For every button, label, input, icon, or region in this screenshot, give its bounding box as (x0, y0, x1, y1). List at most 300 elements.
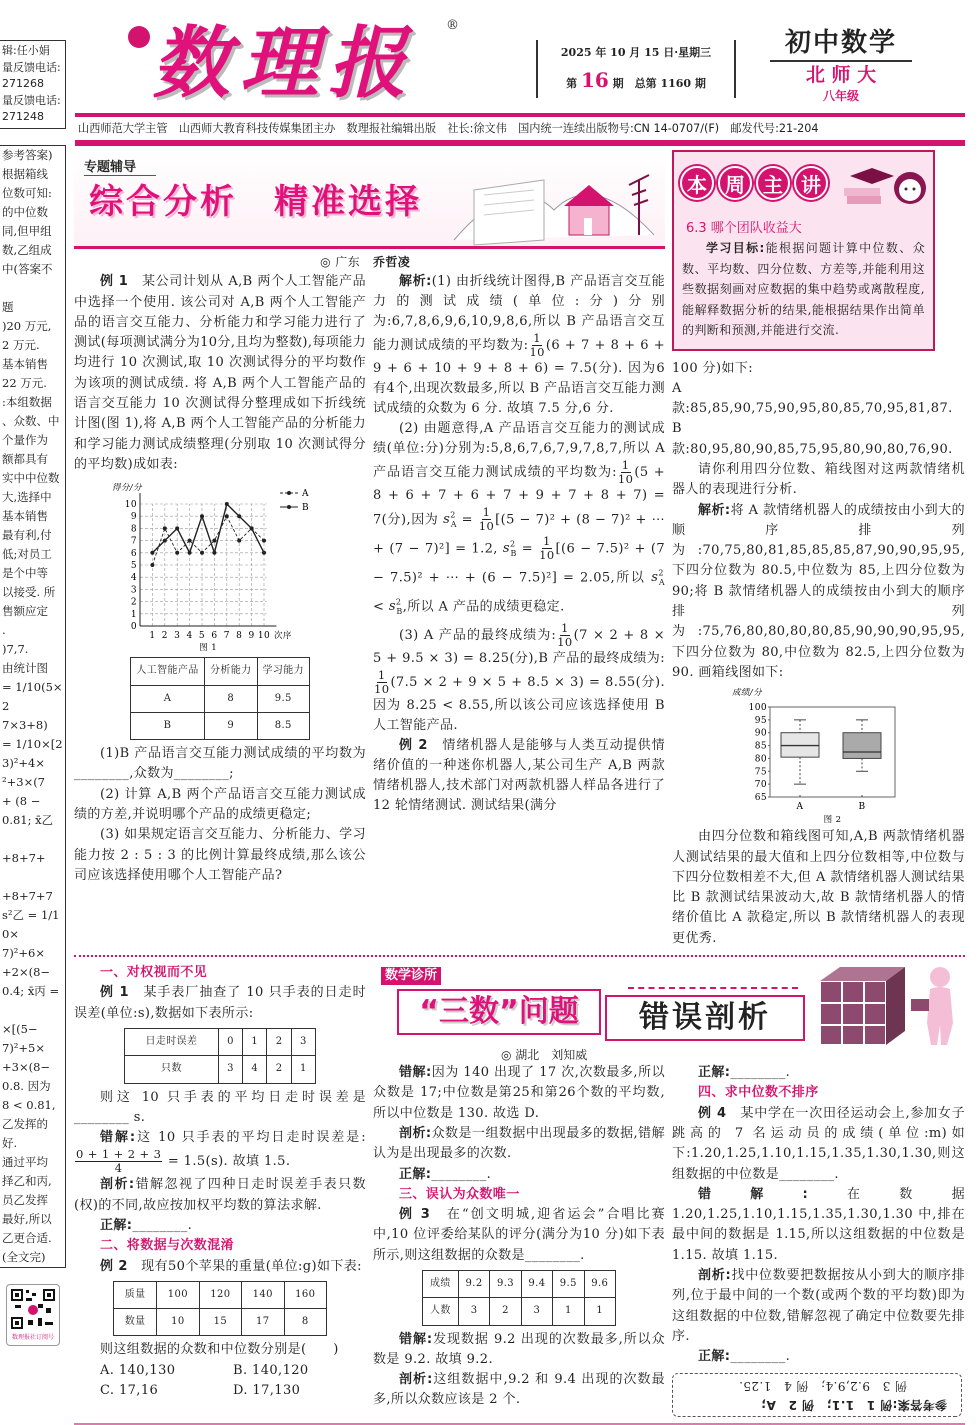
table-cell: 9.5 (257, 685, 310, 712)
clinic-title-black: 错误剖析 (605, 995, 805, 1041)
text-segment: 由四分位数和箱线图可知,A,B 两款情绪机器人测试结果的最大值和上四分位数相等,中位数与下四分位数相差不大,但 A 款情绪机器人测试结果比 B 款测试结果波动大,故 B 款情绪机器人的情绪价值比 A 款稳定,所以 B 款情绪机器人的表现更优秀. (672, 829, 965, 946)
numerator: 0 + 1 + 2 + 3 (76, 1147, 162, 1162)
goal-text: 能根据问题计算中位数、众数、平均数、四分位数、方差等,并能利用这些数据刻画对应数据的集中趋势或离散程度,能解释数据分析的结果,能根据结果作出简单的判断和预测,并能进行交流. (682, 241, 925, 337)
badge-char: 本 (680, 166, 714, 200)
column-1-top (74, 252, 366, 886)
text-segment: 某公司计划从 A,B 两个人工智能产品中选择一个使用. 该公司对 A,B 两个人工智能产品的语言交互能力、分析能力和学习能力进行了测试(每项测试满分为10分,且均为整数),每项能力均进行 10 次测试,取 10 次测试得分的平均数作为该项的测试成绩. 将 A,B 两个人工智能产品的语言交互能力 10 次测试得分整理成如下折线统计图(图 1),将 A,B 两个人工智能产品的分析能力和学习能力测试成绩整理(分别取 10 次测试得分的平均数)成如表: (74, 274, 366, 472)
clinic-title-pink: “三数”问题 (397, 989, 601, 1035)
numerator: 1 (542, 534, 551, 549)
variance-symbol (503, 541, 517, 556)
chart-title: 图 2 (823, 815, 842, 826)
strip-line: 22 万元. (2, 375, 47, 390)
y-tick-label: 95 (754, 716, 767, 727)
denominator: 10 (529, 345, 545, 359)
text-segment: 在数据 1.20,1.25,1.10,1.15,1.35,1.30,1.30 中,排在最中间的数据是 1.15,所以这组数据的中位数是 1.15. 故填 1.15. (672, 1186, 965, 1263)
text-segment: [(6 − 7.5)² + (7 − 7.5)² + ⋯ + (6 − 7.5)²] = 2.05,所以 (373, 541, 665, 586)
data-point-A (225, 514, 229, 518)
table-cell: 2 (267, 1056, 291, 1083)
mistake-example-1 (74, 983, 366, 1024)
analysis-1 (74, 1175, 366, 1216)
table-cell: 3 (458, 1298, 489, 1325)
table-row (125, 1028, 316, 1055)
section-heading-1: 一、对权视而不见 (100, 965, 208, 981)
strip-line: 根据箱线 (2, 166, 48, 181)
strip-line: 8 < 0.81, (2, 1097, 56, 1112)
data-b (672, 419, 965, 460)
denominator: 10 (557, 634, 573, 649)
text-segment: 因为 140 出现了 17 次,次数最多,所以众数是 17;中位数是第25和第26个数的平均数,所以中位数是 130. 故选 D. (373, 1065, 665, 1121)
example-2-solution (672, 501, 965, 684)
mistake-example-2-question (74, 1340, 366, 1360)
subscript: B (510, 548, 517, 558)
table-cell: 8 (284, 1309, 327, 1336)
strip-line: 低;对员工 (2, 546, 52, 561)
apple-weight-table (113, 1281, 327, 1337)
legend-label: A (302, 489, 309, 500)
fraction (479, 506, 494, 533)
table-cell: 1 (243, 1028, 267, 1055)
table-cell: 质量 (114, 1281, 157, 1308)
x-tick-label: 3 (174, 631, 181, 642)
strip-line: 最有利,付 (2, 527, 52, 542)
lesson-title: 6.3 哪个团队收益大 (686, 221, 802, 236)
y-axis-label: 得分/分 (112, 483, 142, 494)
table-cell: 4 (243, 1056, 267, 1083)
solution-part-1 (373, 272, 665, 419)
clinic-byline: ◎ 湖北 刘知威 (501, 1048, 588, 1063)
strip-line: 3)²+4× (2, 755, 46, 770)
dash-line (628, 987, 798, 989)
issue-number (538, 66, 734, 98)
strip-line: (全文完) (2, 1249, 46, 1264)
table-cell: 140 (242, 1281, 284, 1308)
bottom-column-1 (74, 963, 366, 1401)
x-tick-label: 1 (149, 631, 156, 642)
strip-line: 271248 (2, 110, 44, 123)
data-point-B (262, 551, 266, 555)
text-segment: (1) 由折线统计图得,B 产品语言交互能力的测试成绩(单位:分)分别为:6,7,8,6,9,6,10,9,8,6,所以 B 产品语言交互能力测试成绩的平均数为: (373, 274, 665, 353)
table-cell: 9.4 (521, 1271, 552, 1298)
text-segment: [(5 − 7)² + (8 − 7)² + ⋯ + (7 − 7)²] = 1.2, (373, 512, 665, 557)
solution-part-3 (373, 622, 665, 736)
strip-line: 0.4; x̄丙 = (2, 983, 60, 998)
superscript: 2 (395, 597, 402, 607)
data-point-A (188, 539, 192, 543)
publisher-line: 山西师范大学主管 山西师大教育科技传媒集团主办 数理报社编辑出版 社长:徐文伟 国内统一连续出版物号:CN 14-0707/(F) 邮发代号:21-204 (78, 122, 819, 135)
text-segment: ________. (132, 1218, 193, 1233)
goal-label: 学习目标: (706, 241, 765, 255)
issue-no: 16 (580, 68, 609, 92)
bold-label: 解析: (399, 274, 432, 289)
data-point-A (175, 551, 179, 555)
strip-line: 量反馈电话: (2, 93, 61, 107)
y-tick-label: 8 (130, 524, 137, 535)
text-segment: (6 + 7 + 8 + 6 + 9 + 6 + 10 + 9 + 8 + 6) = 7.5(分). 因为6有4个,出现次数最多,所以 B 产品语言交互能力测试成绩的众数为 6 分. 故填 7.5 分,6 分. (373, 338, 665, 416)
bottom-column-2 (373, 1063, 665, 1411)
bold-label: 剖析: (698, 1268, 732, 1283)
correct-solution-3 (672, 1063, 965, 1083)
text-segment: ________. (730, 1065, 791, 1081)
y-tick-label: 7 (130, 536, 137, 547)
example-2-question (672, 460, 965, 501)
data-point-B (188, 551, 192, 555)
weekly-badge (680, 166, 828, 200)
text-segment: (7.5 × 2 + 9 × 5 + 8.5 × 3) = 8.55(分). 因为 8.25 < 8.55,所以该公司应该选择使用 B 人工智能产品. (373, 674, 665, 733)
numerator: 1 (482, 505, 491, 520)
data-point-A (200, 551, 204, 555)
y-tick-label: 5 (130, 561, 137, 572)
fraction (618, 459, 633, 486)
watch-error-table (124, 1028, 316, 1084)
grade-label: 八年级 (822, 89, 859, 103)
editor-info-box (0, 40, 66, 129)
date-issue-box (536, 40, 736, 98)
analysis-4 (672, 1266, 965, 1347)
strip-line: 通过平均 (2, 1154, 48, 1169)
table-cell: 2 (490, 1298, 521, 1325)
strip-line: 员乙发挥 (2, 1192, 48, 1207)
y-tick-label: 70 (754, 780, 767, 791)
table-cell: 日走时误差 (125, 1028, 219, 1055)
section-divider (74, 955, 965, 957)
text-segment: (3) 如果规定语言交互能力、分析能力、学习能力按 2 : 5 : 3 的比例计算最终成绩,那么该公司应该选择使用哪个人工智能产品? (74, 827, 366, 883)
bold-label: 剖析: (399, 1372, 433, 1388)
variance-symbol (389, 599, 403, 614)
text-segment: (3) A 产品的最终成绩为: (399, 627, 557, 643)
qr-code-icon (10, 1288, 56, 1330)
text-segment: = (456, 512, 478, 528)
table-cell: 1 (553, 1298, 584, 1325)
data-point-A (163, 527, 167, 531)
strip-line: s²乙 = 1/10× (2, 907, 60, 941)
superscript: 2 (450, 511, 456, 520)
x-tick-label: 6 (211, 631, 218, 642)
text-segment: 找中位数要把数据按从小到大的顺序排列,位于最中间的一个数(或两个数的平均数)即为这组数据的中位数,错解忽视了确定中位数要先排序. (672, 1268, 965, 1344)
figure-2-box-plot (730, 685, 910, 825)
x-tick-label: 7 (223, 631, 230, 642)
denominator: 4 (114, 1161, 123, 1176)
header-rule (75, 113, 965, 117)
text-segment: (2) 由题意得,A 产品语言交互能力的测试成绩(单位:分)分别为:5,8,6,7,6,7,9,7,8,7,所以 A 产品语言交互能力测试成绩的平均数为: (373, 421, 665, 480)
strip-line: 7)²+5× (2, 1040, 46, 1055)
y-tick-label: 90 (754, 728, 767, 739)
table-cell: 10 (157, 1309, 199, 1336)
strip-line: ²+3×(7 (2, 774, 46, 789)
fraction (75, 1148, 162, 1175)
answer-options (74, 1361, 366, 1402)
x-tick-label: A (796, 802, 804, 813)
wrong-solution-3 (373, 1330, 665, 1371)
strip-line: 题 (2, 299, 14, 314)
ability-table (130, 657, 310, 740)
strip-line (2, 830, 63, 849)
variance-symbol (443, 512, 457, 527)
x-axis-label: 次序 (274, 631, 292, 642)
strip-line: 由统计图 (2, 660, 48, 675)
bold-label: 正解: (399, 1166, 432, 1182)
text-segment: < (373, 599, 389, 615)
mistake-example-3 (373, 1205, 665, 1266)
table-header: 人工智能产品 (131, 658, 205, 685)
registered-mark: ® (446, 18, 459, 33)
numerator: 1 (533, 331, 542, 345)
strip-line: 的中位数 (2, 204, 48, 219)
data-point-A (237, 539, 241, 543)
strip-line: 7×3+8) (2, 717, 48, 732)
question-1 (74, 744, 366, 785)
bold-label: 解析: (698, 502, 731, 518)
correct-solution-4 (672, 1347, 965, 1367)
data-point-B (150, 551, 154, 555)
fraction (374, 669, 389, 696)
data-point-A (212, 539, 216, 543)
subject-title: 初中数学 (770, 26, 912, 62)
table-cell: A (131, 685, 205, 712)
text-segment: ________. (431, 1166, 492, 1182)
text-segment: A 款:85,85,90,75,90,95,80,85,70,95,81,87. (672, 380, 953, 417)
strip-line: :本组数据 (2, 394, 52, 409)
feature-rule (74, 246, 665, 249)
strip-line: +8+7+ (2, 850, 46, 865)
text-segment: 发现数据 9.2 出现的次数最多,所以众数是 9.2. 故填 9.2. (373, 1331, 665, 1367)
strip-line: +3×(8− (2, 1059, 51, 1074)
data-point-B (225, 502, 229, 506)
numerator: 1 (561, 620, 569, 635)
wrong-solution-2 (373, 1063, 665, 1124)
books-house-illustration-icon (444, 150, 664, 246)
mistake-example-2 (74, 1257, 366, 1277)
text-segment: (2) 计算 A,B 两个产品语言交互能力测试成绩的方差,并说明哪个产品的成绩更稳定; (74, 786, 366, 823)
text-segment: 某中学在一次田径运动会上,参加女子跳高的 7 名运动员的成绩(单位:m)如下:1.20,1.25,1.10,1.15,1.35,1.30,1.30,则这组数据的中位数是________. (672, 1105, 965, 1182)
x-tick-label: 9 (248, 631, 255, 642)
bold-label: 正解: (698, 1065, 731, 1081)
box-B (843, 733, 881, 759)
strip-line: 0.8. 因为 (2, 1078, 51, 1093)
variance-symbol (651, 570, 665, 585)
text-segment: = 1.5(s). 故填 1.5. (163, 1154, 291, 1170)
answer-key-line-1: 参考答案:例 1 1.1; 例 2 A; (760, 1398, 947, 1413)
clinic-tag: 数学诊所 (381, 967, 441, 985)
left-strip (0, 40, 66, 1346)
masthead-logo (128, 18, 458, 113)
section-heading-4: 四、求中位数不排序 (698, 1085, 819, 1101)
example-2-conclusion (672, 827, 965, 949)
table-cell: 数量 (114, 1309, 157, 1336)
strip-line: . (2, 622, 6, 637)
feature-tag: 专题辅导 (84, 156, 156, 176)
strip-line: 数,乙组成 (2, 242, 52, 257)
y-tick-label: 65 (754, 793, 767, 804)
bold-label: 例 1 (100, 274, 129, 290)
column-3-top (672, 359, 965, 950)
table-cell: 9.2 (458, 1271, 489, 1298)
analysis-3 (373, 1370, 665, 1411)
bold-label: 错解: (100, 1130, 136, 1146)
table-cell: 120 (199, 1281, 241, 1308)
subscript: B (396, 606, 403, 616)
strip-line: = 1/10×[2 (2, 736, 63, 751)
table-row (131, 685, 310, 712)
data-point-B (237, 514, 241, 518)
table-cell: 2 (267, 1028, 291, 1055)
table-header: 学习能力 (257, 658, 310, 685)
fraction (529, 332, 544, 359)
wrong-solution-4 (672, 1185, 965, 1266)
bottom-section (74, 963, 965, 1417)
mistake-example-4 (672, 1104, 965, 1185)
y-tick-label: 85 (754, 741, 767, 752)
table-cell: 1 (584, 1298, 615, 1325)
y-tick-label: 4 (130, 573, 137, 584)
strip-line: 以接受. 所 (2, 584, 56, 599)
option-d: D. 17,130 (233, 1383, 301, 1399)
learning-goal (682, 238, 925, 341)
mistake-example-1-question (74, 1088, 366, 1129)
strip-line: 基本销售 (2, 356, 48, 371)
text-segment: 现有50个苹果的重量(单位:g)如下表: (127, 1258, 362, 1274)
y-axis-label: 成绩/分 (732, 688, 762, 699)
figure-1-line-chart (110, 481, 325, 653)
bottom-two-columns (373, 1063, 965, 1417)
strip-line: )7,7. (2, 641, 29, 656)
answer-key-line-2: 例 3 9.2,9.4; 例 4 1.25. (738, 1379, 907, 1394)
table-row (125, 1056, 316, 1083)
text-segment: 在“创文明城,迎省运会”合唱比赛中,10 位评委给某队的评分(满分为10 分)如下表所示,则这组数据的众数是________. (373, 1207, 665, 1263)
y-tick-label: 1 (130, 610, 137, 621)
feature-byline-region: ◎ 广东 (320, 255, 360, 269)
table-cell: 人数 (423, 1298, 459, 1325)
strip-line: 2 万元. (2, 337, 40, 352)
text-segment: (7 × 2 + 8 × 5 + 9.5 × 3) = 8.25(分),B 产品的最终成绩为: (373, 627, 665, 666)
header-rule-bottom (75, 140, 965, 146)
text-segment: 这 10 只手表的平均日走时误差是: (135, 1130, 367, 1146)
feature-banner (74, 150, 665, 250)
strip-line: 是个中等 (2, 565, 48, 580)
strip-line: 个量作为 (2, 432, 48, 447)
mascot-graduation-icon (842, 158, 932, 216)
option-b: B. 140,120 (233, 1362, 309, 1378)
y-tick-label: 3 (130, 585, 137, 596)
table-cell: 8 (205, 685, 257, 712)
correct-solution-2 (373, 1165, 665, 1185)
bold-label: 例 3 (399, 1207, 431, 1223)
y-tick-label: 0 (130, 622, 137, 633)
previous-answers-column (0, 145, 66, 1268)
strip-line: 中(答案不 (2, 261, 53, 276)
strip-line: 参考答案) (2, 147, 53, 162)
text-segment: B 款:80,95,80,90,85,75,95,80,90,80,76,90. (672, 421, 953, 457)
text-segment: 100 分)如下: (672, 360, 753, 376)
strip-line: 同,但甲组 (2, 223, 52, 238)
table-cell: 8.5 (257, 712, 310, 739)
solution-part-2 (373, 419, 665, 622)
text-segment: 某手表厂抽查了 10 只手表的日走时误差(单位:s),数据如下表所示: (74, 985, 366, 1021)
question-3 (74, 825, 366, 886)
total-issue: 总第 1160 期 (634, 77, 706, 90)
table-row (114, 1309, 327, 1336)
bold-label: 剖析: (399, 1125, 432, 1141)
strip-line: ×[(5− (2, 1021, 38, 1036)
text-segment: 则这 10 只手表的平均日走时误差是________ s. (74, 1089, 366, 1125)
subscript: A (658, 577, 665, 587)
bottom-right-part (373, 963, 965, 1417)
qr-code[interactable] (6, 1284, 60, 1346)
strip-line: +2×(8− (2, 964, 51, 979)
table-cell: B (131, 712, 205, 739)
strip-line: = 1/10(5×2 (2, 679, 63, 713)
x-tick-label: 5 (198, 631, 206, 642)
subscript: A (450, 519, 457, 529)
badge-char: 周 (718, 166, 752, 200)
text-segment: 错解忽视了四种日走时误差手表只数(权)的不同,故应按加权平均数的算法求解. (74, 1177, 366, 1213)
legend-marker (287, 491, 291, 495)
strip-line: 实中中位数 (2, 470, 60, 485)
table-cell: 9.5 (553, 1271, 584, 1298)
strip-line: 量反馈电话: (2, 60, 61, 74)
table-cell: 成绩 (423, 1271, 459, 1298)
column-2-top (373, 252, 665, 816)
y-tick-label: 2 (130, 597, 137, 608)
strip-line: 7)²+6× (2, 945, 46, 960)
data-point-B (250, 527, 254, 531)
data-point-B (175, 527, 179, 531)
denominator: 10 (539, 548, 555, 563)
issue-date: 2025 年 10 月 15 日·星期三 (560, 46, 712, 59)
strip-line (2, 279, 63, 298)
superscript: 2 (658, 568, 664, 578)
strip-line: 最好,所以 (2, 1211, 52, 1226)
wrong-solution-1 (74, 1128, 366, 1175)
strip-line: 乙更合适. (2, 1230, 52, 1245)
table-row (423, 1271, 616, 1298)
text-segment: (5 + 8 + 6 + 7 + 6 + 7 + 9 + 7 + 8 + 7) = 7(分),因为 (373, 465, 665, 528)
table-cell: 3 (218, 1056, 242, 1083)
table-cell: 100 (157, 1281, 199, 1308)
strip-line: 乙发挥的 (2, 1116, 48, 1131)
table-header: 分析能力 (205, 658, 257, 685)
strip-line: )20 万元, (2, 318, 52, 333)
logo-text: 数理报 (152, 18, 417, 109)
bold-label: 例 4 (698, 1105, 727, 1121)
example-1-problem (74, 272, 366, 475)
table-row (114, 1281, 327, 1308)
bold-label: 正解: (100, 1218, 133, 1233)
data-point-B (200, 514, 204, 518)
table-cell: 3 (521, 1298, 552, 1325)
analysis-2 (373, 1124, 665, 1165)
issue-suffix: 期 (612, 77, 624, 90)
text-segment: ,所以 A 产品的成绩更稳定. (402, 599, 565, 615)
text-segment: 情绪机器人是能够与人类互动提供情绪价值的一种迷你机器人,某公司生产 A,B 两款情绪机器人,技术部门对两款机器人样品各进行了 12 轮情绪测试. 测试结果(满分 (373, 737, 665, 813)
x-tick-label: 8 (236, 631, 243, 642)
y-tick-label: 100 (748, 703, 767, 714)
top-left-part (74, 150, 665, 886)
strip-line (2, 1001, 63, 1020)
chart-title: 图 1 (199, 643, 218, 654)
data-point-A (262, 539, 266, 543)
table-cell: 15 (199, 1309, 241, 1336)
fraction (557, 622, 572, 649)
text-segment: 众数是一组数据中出现最多的数据,错解认为是出现最多的次数. (373, 1125, 665, 1162)
table-cell: 只数 (125, 1056, 219, 1083)
superscript: 2 (509, 539, 516, 549)
strip-line: 、众数、中 (2, 413, 60, 428)
logo-mark-icon (128, 26, 150, 48)
example-2-continued (672, 359, 965, 379)
qr-caption: 数理报社订阅号 (11, 1333, 54, 1341)
bold-label: 例 2 (399, 737, 428, 753)
answer-key-upside-down (672, 1373, 962, 1417)
